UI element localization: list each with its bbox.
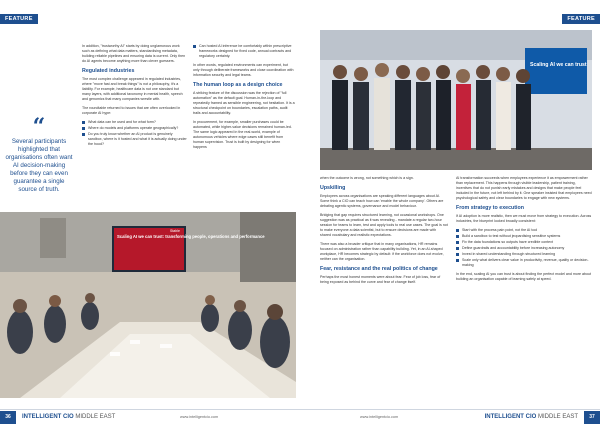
paragraph: In the end, scaling AI you can trust is about finding the perfect model and more about building an organisation capable of learning safely at speed. [456,272,592,281]
paragraph: Perhaps the most honest moments were about fear. Fear of job loss, fear of being exposed as behind the curve and fear of change itself. [320,275,441,284]
paragraph: In procurement, for example, smaller purchases could be automated, while higher-value decisions remained human-led. The same logic appeared in the real-world, example of autonomous vehicles where edge cases still benefit from human supervision. Trust is built by designing for when happens [193,120,292,149]
roundtable-photo-image [0,212,296,398]
paragraph: Bridging that gap requires structured learning, not occasional workshops. One suggestion was as practical as it was revealing - mandate a regular two-hour session for teams to learn, test and apply tools to real use cases. The goal is not to make everyone a data scientist, but to ensure decisions are made with shared vocabulary and realistic expectations. [320,213,448,237]
screen-brand: Stable [170,229,180,233]
brand-name: INTELLIGENT CIO [484,414,537,420]
brand-region: MIDDLE EAST [75,414,116,420]
list-item: What data can be used and for what form? [82,120,188,125]
paragraph: The most complex challenge appeared in regulated industries, where "move fast and break things" is not a philosophy, it's a liability. For example, healthcare data is not one standard but many layers, with additional taxonomy in mental health, speech and genomics that many companies wrestle with. [82,77,183,101]
right-column-2 [456,176,592,286]
page-number: 37 [584,411,600,424]
subheading: From strategy to execution [456,205,524,211]
left-column-2 [193,44,295,154]
subheading: Upskilling [320,185,346,191]
right-footer [300,409,600,424]
footer-brand [22,413,115,421]
paragraph: The roundtable returned to issues that are often overlooked in corporate AI hype: [82,106,181,115]
footer-brand [485,413,578,421]
list-item: Fix the data foundations so outputs have credible context [456,240,592,245]
screen-title: Scaling AI we can trust [530,62,587,68]
footer-website: www.intelligentcio.com [360,415,399,419]
subheading: Fear, resistance and the real politics of change [320,266,438,272]
list-item: Invest in shared understanding through structured learning [456,252,592,257]
paragraph: A striking feature of the discussion was the rejection of "full automation" as the default goal. Human-in-the-loop and repeatedly framed as sensible engineering, not hesitation. It is a structural checkpoint on boundaries, escalation paths, audit trails and accountability. [193,91,295,115]
brand-region: MIDDLE EAST [537,414,578,420]
list-item: Start with the process pain point, not the AI tool [456,228,592,233]
left-column-1 [82,44,188,151]
paragraph: when the outcome is wrong, not something which is a sign. [320,176,414,180]
paragraph: In other words, regulated environments can experiment, but only through deliberate frameworks and close coordination with information security and legal teams. [193,63,294,77]
paragraph: Employees across organisations are speaking different languages about AI. Some think a CIO can teach how can 'enable the whole company'. Others are debating agentic systems, governance and model behaviour. [320,194,444,208]
feature-tag: FEATURE [0,14,38,24]
bullet-list [193,44,295,59]
list-item: Where do models and platforms operate geographically? [82,126,188,131]
bullet-list [456,228,592,268]
left-footer [0,409,300,424]
pull-quote [4,114,74,194]
subheading: The human loop as a design choice [193,82,283,88]
group-photo [320,30,592,170]
paragraph: In addition, "trustworthy AI" starts by doing unglamorous work such as defining what data matters, standardising metadata, building reliable pipelines and ensuring data is current. Only then do AI agents become anything more than clever guessers. [82,44,186,63]
paragraph: AI transformation succeeds when employees experience it as empowerment rather than replacement. This happens through visible leadership, patient training, incentives that do not punish early mistakes and designs that make people feel included in the future, not left behind by it. One speaker insisted that employees need psychological safety and clear boundaries to engage with new systems. [456,176,592,200]
screen-title: Scaling AI we can trust: transforming people, operations and performance [117,234,265,239]
roundtable-photo [0,212,296,398]
list-item: Can hosted AI inference be comfortably within prescriptive frameworks designed for fixed code, annual contracts and regulatory certainty. [193,44,295,59]
group-photo-image [320,30,592,170]
page-number: 36 [0,411,16,424]
right-page [300,0,600,424]
brand-name: INTELLIGENT CIO [22,414,74,420]
paragraph: If AI adoption is more realistic, then we must move from strategy to execution. Across industries, the blueprint looked broadly consistent: [456,214,592,223]
list-item: Define guardrails and accountability before increasing autonomy [456,246,592,251]
pull-quote-text: Several participants highlighted that organisations often want AI decision-making before they can even guarantee a single source of truth. [5,138,73,193]
right-column-1 [320,176,448,289]
paragraph: There was also a broader critique that in many organisations, HR remains focused on administration rather than capability building. Yet, in an AI-shaped workplace, HR becomes strategic by default: if the workforce does not evolve, neither can the organisation. [320,242,444,261]
footer-website: www.intelligentcio.com [180,415,219,419]
subheading: Regulated industries [82,68,135,74]
bullet-list [82,120,188,147]
list-item: Scale only what delivers clear value in productivity, revenue, quality or decision-making [456,258,592,268]
feature-tag: FEATURE [562,14,600,24]
list-item: Build a sandbox to test without jeopardising sensitive systems [456,234,592,239]
quote-mark-icon: “ [32,114,46,140]
list-item: Do you truly know whether an AI product is genuinely sandbox, where is it hosted and what it is actually doing under the hood? [82,132,188,147]
